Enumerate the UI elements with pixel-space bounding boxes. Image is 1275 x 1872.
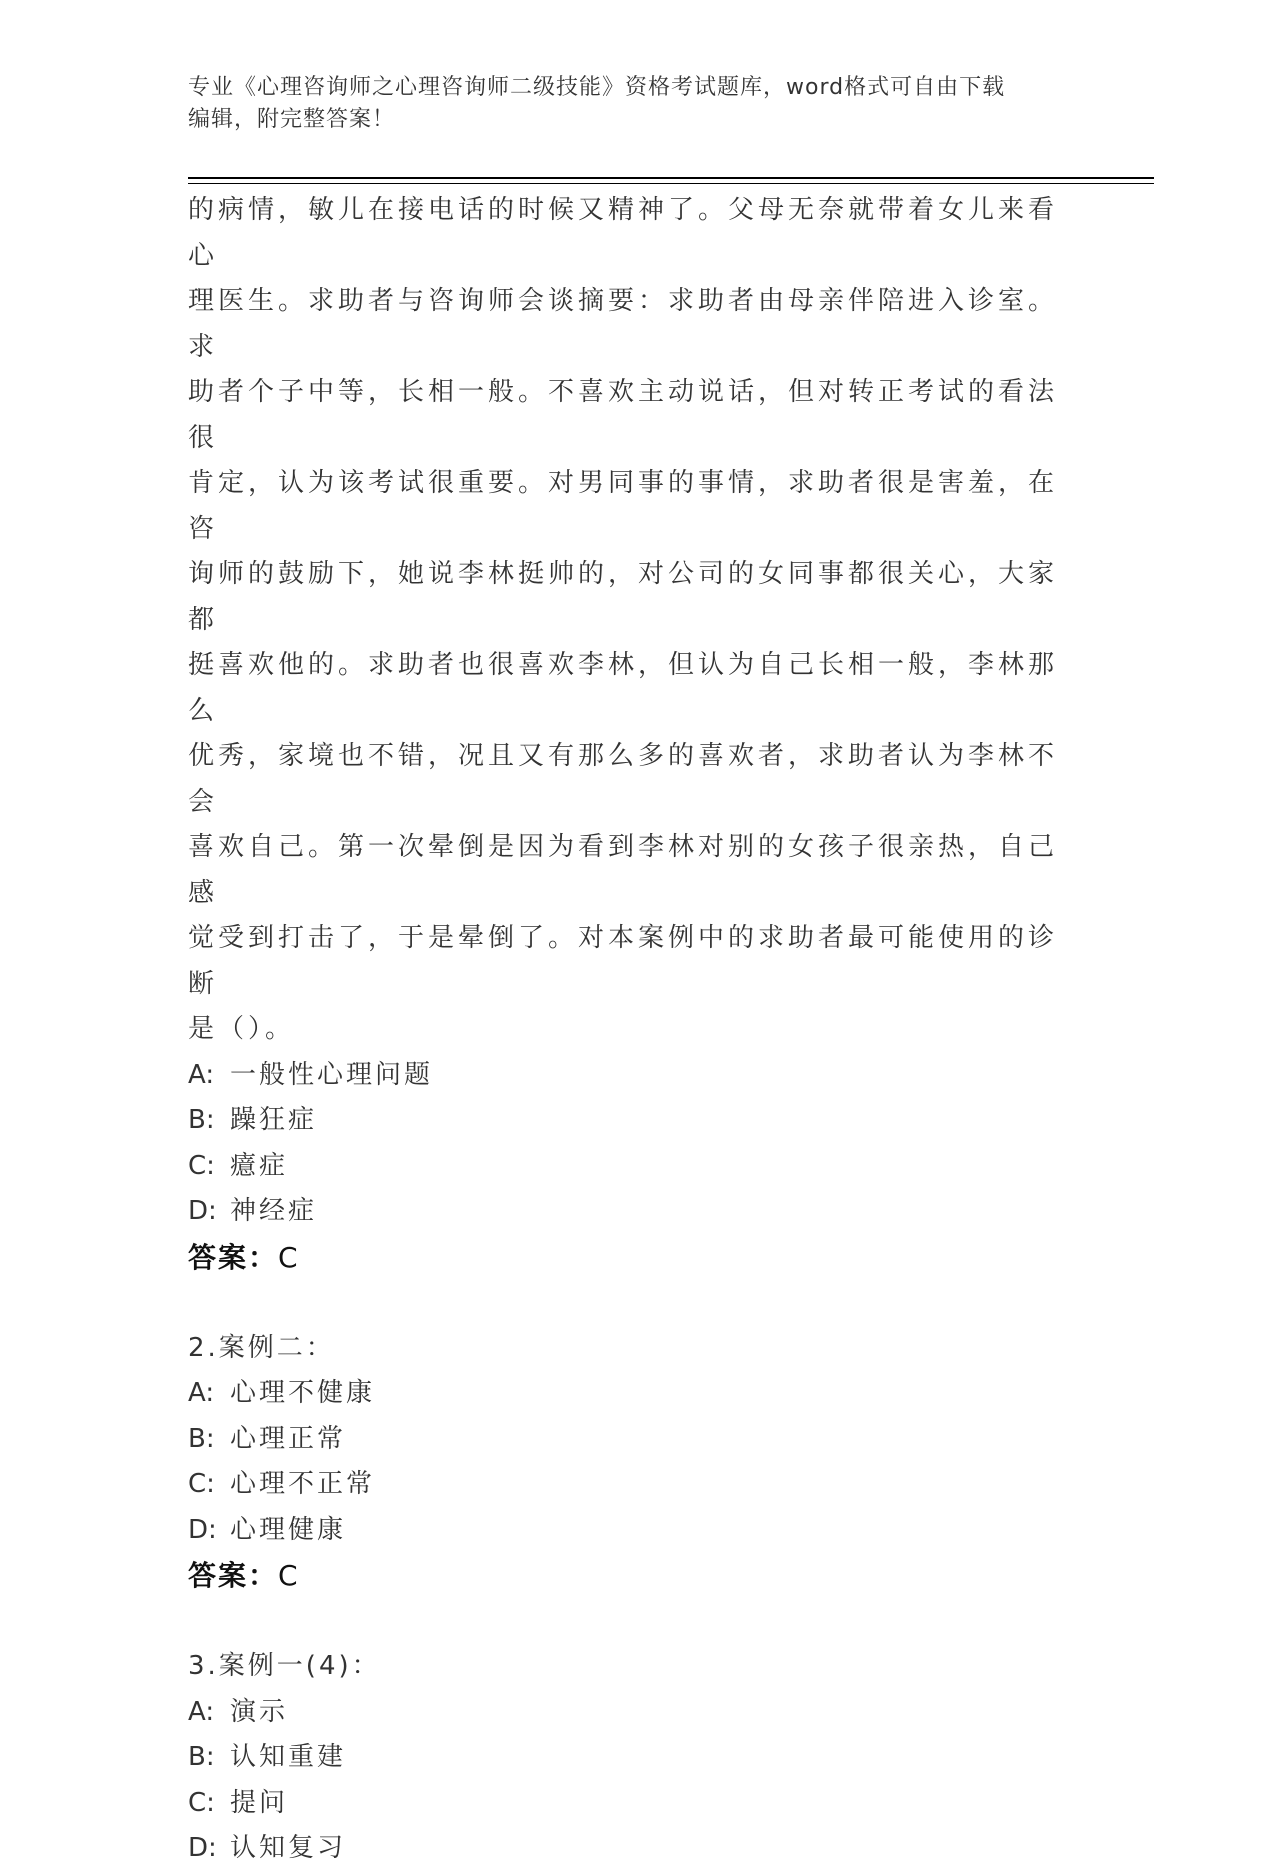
question-3-option-b [188,1735,1068,1781]
question-2-title: 2.案例二： [188,1332,335,1363]
option-key: C: [188,1469,215,1499]
option-key: B: [188,1423,215,1454]
option-text: 演示 [230,1696,289,1727]
question-1-line: 优秀，家境也不错，况且又有那么多的喜欢者，求助者认为李林不会 [188,741,1059,817]
document-body [188,188,1068,1872]
question-1-option-a [188,1053,1068,1099]
question-1-line: 的病情，敏儿在接电话的时候又精神了。父母无奈就带着女儿来看心 [188,195,1059,271]
question-2-option-c [188,1462,1068,1508]
answer-label: 答案： [188,1240,279,1274]
option-key: D: [188,1833,217,1863]
spacer [188,1599,1068,1645]
header-divider-thick [188,177,1154,179]
question-1-option-b [188,1098,1068,1144]
option-key: C: [188,1787,215,1818]
option-text: 认知复习 [230,1833,347,1863]
option-text: 认知重建 [230,1742,347,1772]
option-key: D: [188,1514,217,1545]
option-key: D: [188,1196,217,1226]
question-1-line: 觉受到打击了，于是晕倒了。对本案例中的求助者最可能使用的诊断 [188,923,1059,999]
question-1-line: 挺喜欢他的。求助者也很喜欢李林，但认为自己长相一般，李林那么 [188,650,1059,726]
question-1-line: 喜欢自己。第一次晕倒是因为看到李林对别的女孩子很亲热，自己感 [188,832,1059,908]
question-3-title: 3.案例一(4)： [188,1651,381,1681]
option-key: B: [188,1105,215,1135]
option-key: A: [188,1059,215,1090]
option-key: C: [188,1150,215,1181]
question-1-line: 是（）。 [188,1014,296,1044]
question-2-option-d [188,1508,1068,1554]
question-3-option-a [188,1690,1068,1736]
question-3-option-c [188,1781,1068,1827]
question-1-option-d [188,1189,1068,1235]
option-text: 心理正常 [230,1423,347,1454]
option-text: 心理健康 [230,1514,347,1545]
option-key: A: [188,1378,215,1408]
option-key: B: [188,1742,215,1772]
answer-value: C [278,1240,298,1274]
question-1-line: 理医生。求助者与咨询师会谈摘要：求助者由母亲伴陪进入诊室。求 [188,286,1059,362]
option-text: 提问 [230,1787,289,1818]
answer-label: 答案： [188,1559,279,1592]
question-1-option-c [188,1144,1068,1190]
option-text: 心理不正常 [230,1469,376,1499]
question-1 [188,188,1068,1280]
spacer [188,1280,1068,1326]
option-text: 癔症 [230,1150,289,1181]
answer-value: C [278,1559,298,1592]
question-1-line: 助者个子中等，长相一般。不喜欢主动说话，但对转正考试的看法很 [188,377,1059,453]
question-2-option-b [188,1417,1068,1463]
option-text: 躁狂症 [230,1105,318,1135]
question-1-line: 肯定，认为该考试很重要。对男同事的事情，求助者很是害羞，在咨 [188,468,1059,544]
option-text: 一般性心理问题 [230,1059,434,1090]
option-text: 心理不健康 [230,1378,376,1408]
question-2 [188,1326,1068,1599]
question-3 [188,1644,1068,1872]
header-line-2: 编辑，附完整答案！ [188,107,396,132]
question-2-answer [188,1553,1068,1599]
question-1-line: 询师的鼓励下，她说李林挺帅的，对公司的女同事都很关心，大家都 [188,559,1059,635]
header-divider-thin [188,183,1154,184]
option-key: A: [188,1696,215,1727]
question-3-option-d [188,1826,1068,1872]
header-line-1: 专业《心理咨询师之心理咨询师二级技能》资格考试题库，word格式可自由下载 [188,75,1006,100]
question-1-answer [188,1235,1068,1281]
question-2-option-a [188,1371,1068,1417]
option-text: 神经症 [230,1196,318,1226]
document-header [188,72,1068,136]
